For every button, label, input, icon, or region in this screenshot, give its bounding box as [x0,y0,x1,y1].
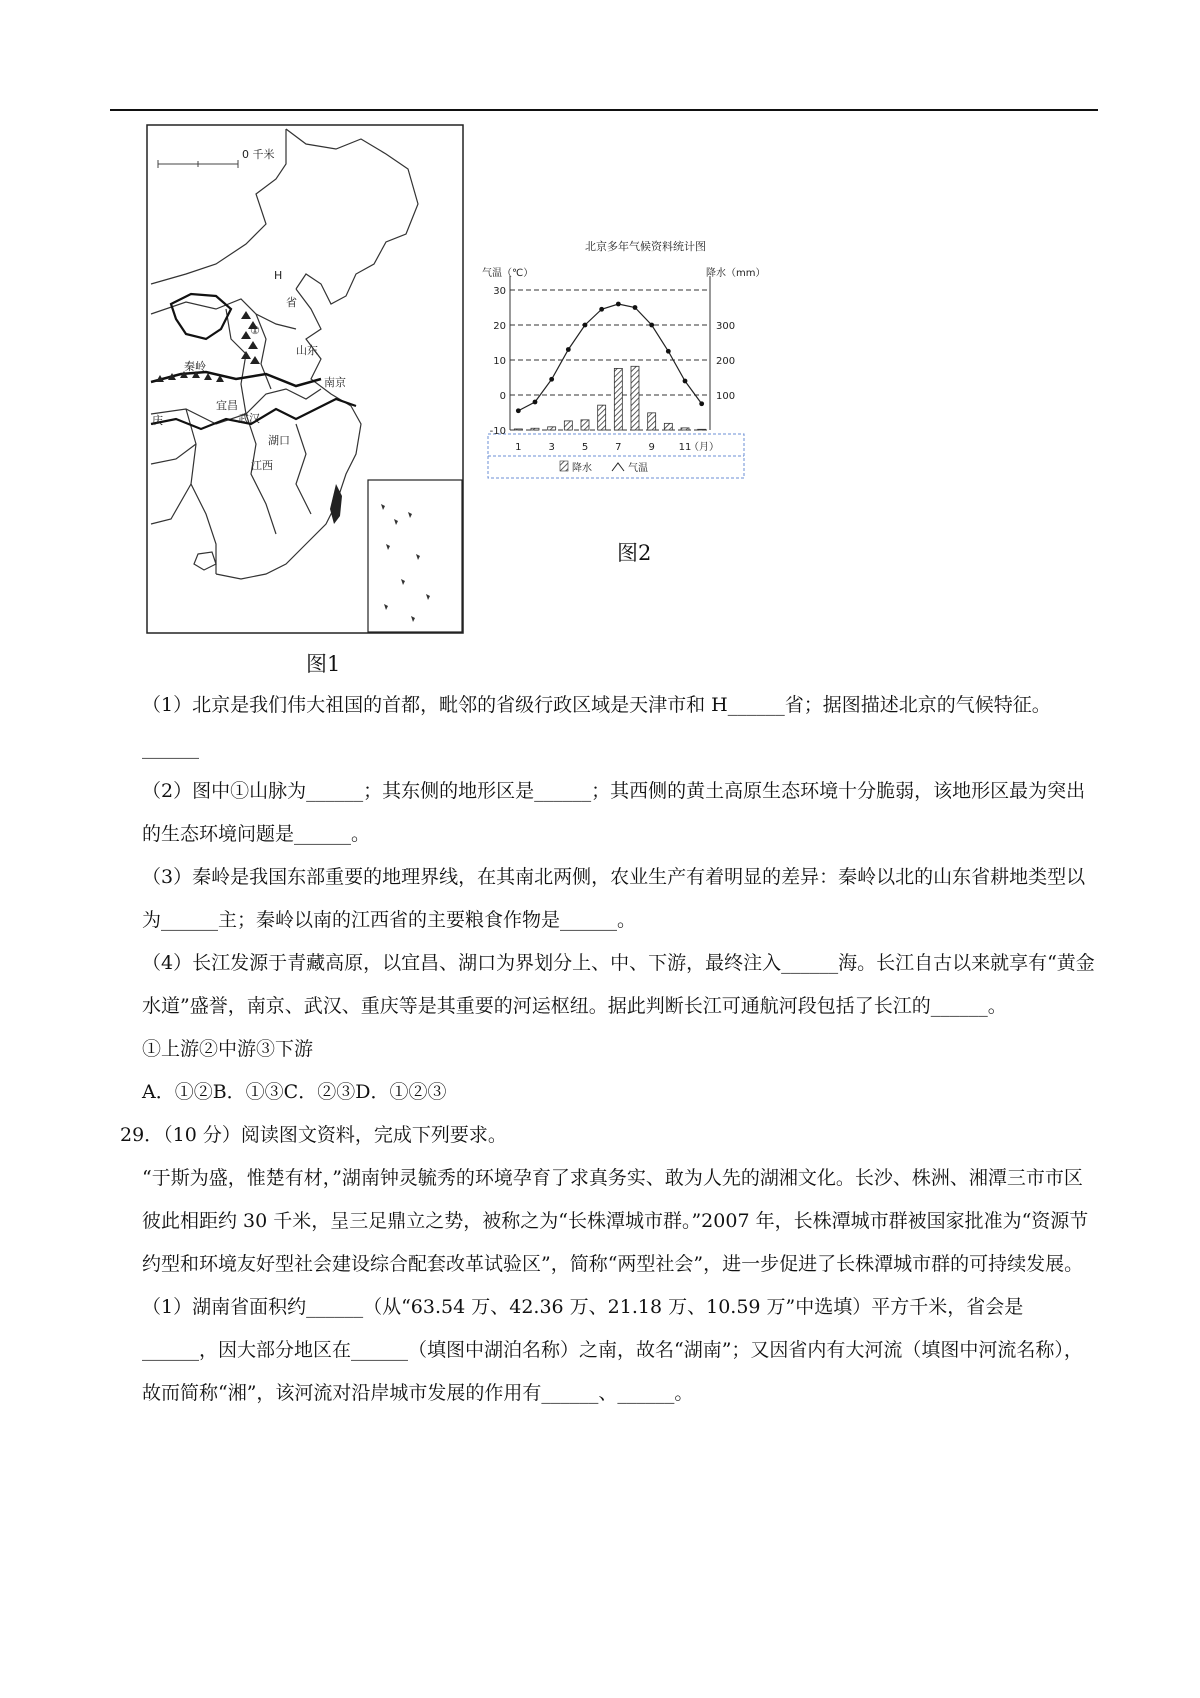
question-29-header: 29．（10 分）阅读图文资料，完成下列要求。 [120,1124,507,1146]
question-28-part-4: （4）长江发源于青藏高原，以宜昌、湖口为界划分上、中、下游，最终注入______海。长江自古以来就享有“黄金水道”盛誉，南京、武汉、重庆等是其重要的河运枢纽。据此判断长江可通航河段包括了长江的______。 [142,952,1095,1017]
question-28-part-3: （3）秦岭是我国东部重要的地理界线，在其南北两侧，农业生产有着明显的差异：秦岭以北的山东省耕地类型以为______主；秦岭以南的江西省的主要粮食作物是______。 [142,866,1086,931]
x-tick-label: 9 [648,442,655,453]
temperature-point [633,305,638,310]
precipitation-bar [548,427,556,430]
precipitation-bar [614,368,622,430]
temperature-point [699,401,704,406]
question-28-part-4-items: ①上游②中游③下游 [142,1038,314,1060]
temperature-point [549,377,554,382]
precipitation-bar [648,413,656,430]
temperature-point [666,349,671,354]
question-29-intro: “于斯为盛，惟楚有材，”湖南钟灵毓秀的环境孕育了求真务实、敢为人先的湖湘文化。长沙、株洲、湘潭三市市区彼此相距约 30 千米，呈三足鼎立之势，被称之为“长株潭城市群。”2007 年，长株潭城市群被国家批准为“资源节约型和环境友好型社会建设综合配套改革试验区”，简称“两型社会”，进一步促进了长株潭城市群的可持续发展。 [142,1167,1089,1275]
beijing-climate-chart [480,228,790,508]
label-yichang: 宜昌 [216,399,238,412]
y-left-tick-label: 20 [493,321,506,332]
legend-precip-label: 降水 [572,463,592,474]
temperature-point [566,347,571,352]
y-right-tick-label: 300 [716,321,736,332]
question-28-part-4-options: A．①②B．①③C．②③D．①②③ [142,1081,447,1103]
x-axis-unit-label: （月） [689,442,719,453]
label-h-province: 省 [286,296,297,309]
y-right-tick-label: 200 [716,356,736,367]
label-mountain-1: ① [250,324,260,337]
label-shandong: 山东 [296,344,318,357]
label-h: H [274,269,283,282]
label-nanjing: 南京 [324,376,346,389]
precipitation-bar [681,428,689,430]
label-qing: 庆 [152,414,163,427]
y-right-tick-label: 100 [716,391,736,402]
precipitation-bar [698,429,706,430]
question-28-part-1: （1）北京是我们伟大祖国的首都，毗邻的省级行政区域是天津市和 H______省；据图描述北京的气候特征。______ [142,694,1051,759]
temperature-point [516,408,521,413]
precipitation-bar [564,421,572,430]
chart-title: 北京多年气候资料统计图 [585,240,706,253]
legend-temp-swatch [612,463,624,471]
y-left-tick-label: 0 [499,391,506,402]
x-tick-label: 1 [515,442,522,453]
y-left-tick-label: 10 [493,356,506,367]
temperature-point [583,323,588,328]
temperature-point [616,302,621,307]
precipitation-bar [631,366,639,430]
south-china-sea-inset [368,480,462,632]
precipitation-bar [664,423,672,430]
figure1-caption: 图1 [306,652,341,676]
question-28-part-2: （2）图中①山脉为______；其东侧的地形区是______；其西侧的黄土高原生态环境十分脆弱，该地形区最为突出的生态环境问题是______。 [142,780,1086,845]
y-left-axis-label: 气温（℃） [482,268,534,279]
figure2-caption: 图2 [617,541,652,565]
temperature-point [649,323,654,328]
x-tick-label: 11 [678,442,692,453]
precipitation-bar [514,429,522,430]
precipitation-bar [531,428,539,430]
label-jiangxi: 江西 [251,459,273,472]
x-tick-label: 7 [615,442,622,453]
temperature-point [683,379,688,384]
legend-precip-swatch [560,461,568,471]
y-right-axis-label: 降水（mm） [706,268,766,279]
question-text [120,684,1095,1415]
svg-text:0 千米: 0 千米 [242,148,275,161]
precipitation-bar [581,420,589,430]
label-hukou: 湖口 [268,434,290,447]
y-left-tick-label: 30 [493,286,506,297]
x-tick-label: 5 [581,442,589,453]
precipitation-bar [598,405,606,430]
y-left-tick-label: -10 [489,426,506,437]
temperature-point [533,400,538,405]
china-map-figure [146,124,464,634]
header-rule [110,109,1098,111]
label-qinling: 秦岭 [184,360,206,373]
temperature-point [599,307,604,312]
x-tick-label: 3 [548,442,555,453]
legend-temp-label: 气温 [628,463,648,474]
question-29-part-1: （1）湖南省面积约______（从“63.54 万、42.36 万、21.18 万、10.59 万”中选填）平方千米，省会是______，因大部分地区在______（填图中湖泊名称）之南，故名“湖南”；又因省内有大河流（填图中河流名称），故而简称“湘”，该河流对沿岸城市发展的作用有______、______。 [142,1296,1083,1404]
label-wuhan: 武汉 [238,412,260,425]
